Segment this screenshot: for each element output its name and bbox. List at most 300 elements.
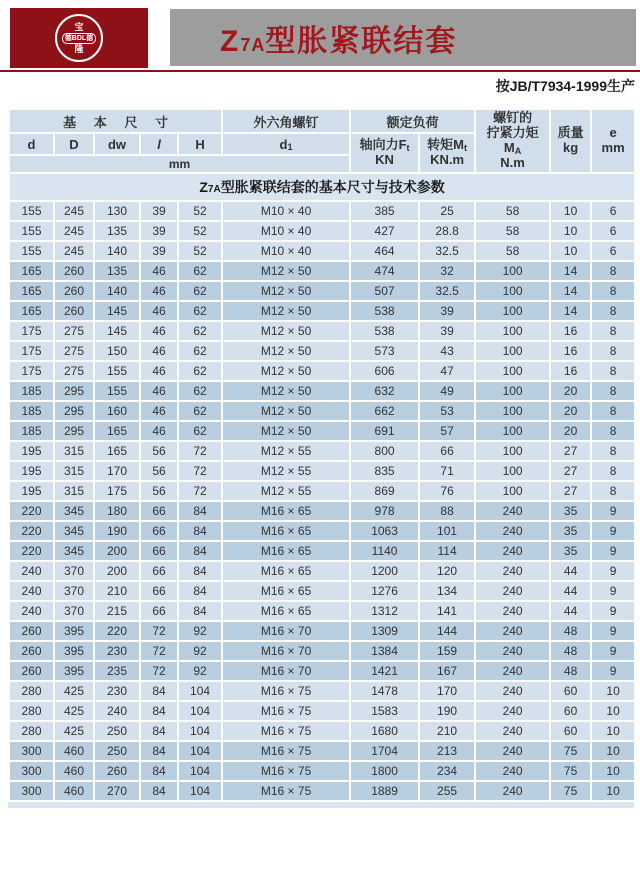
cell: 100 [475,321,550,341]
tightening-torque-line2: 拧紧力矩 [486,125,539,141]
cell: 155 [9,241,54,261]
spec-table [8,108,636,802]
table-row [9,561,635,581]
group-header-rated-load: 额定负荷 [350,109,475,133]
logo-bottom-character: 隆 [74,43,84,54]
cell: 10 [550,221,591,241]
cell: 47 [419,361,475,381]
cell: 275 [54,341,94,361]
cell: 48 [550,641,591,661]
axial-force-unit: KN [375,152,394,167]
cell: 56 [140,481,178,501]
table-row [9,321,635,341]
cell: 195 [9,441,54,461]
cell: 315 [54,481,94,501]
cell: 100 [475,381,550,401]
tightening-torque-line1: 螺钉的 [493,110,533,126]
cell: 220 [9,541,54,561]
cell: 474 [350,261,419,281]
cell: 10 [591,761,635,781]
cell: 62 [178,261,222,281]
cell: 141 [419,601,475,621]
cell: 46 [140,321,178,341]
cell: 104 [178,741,222,761]
cell: 46 [140,301,178,321]
cell: 84 [140,681,178,701]
cell: 62 [178,381,222,401]
cell: 1140 [350,541,419,561]
cell: 100 [475,461,550,481]
col-header-e [591,109,635,173]
table-title-prefix: Z [199,179,208,195]
table-row [9,261,635,281]
cell: 66 [140,521,178,541]
cell: 58 [475,201,550,221]
cell: M16 × 65 [222,581,350,601]
cell: M12 × 50 [222,261,350,281]
cell: 100 [475,301,550,321]
cell: M16 × 65 [222,561,350,581]
cell: 195 [9,481,54,501]
cell: 235 [94,661,140,681]
cell: 62 [178,281,222,301]
cell: 160 [94,401,140,421]
page-title [220,16,457,60]
cell: 62 [178,321,222,341]
cell: 175 [94,481,140,501]
cell: 300 [9,761,54,781]
cell: 75 [550,781,591,801]
cell: 295 [54,401,94,421]
cell: 260 [9,641,54,661]
cell: 370 [54,601,94,621]
cell: 978 [350,501,419,521]
cell: 66 [140,501,178,521]
table-row [9,661,635,681]
cell: 240 [475,521,550,541]
table-row [9,621,635,641]
cell: M12 × 50 [222,361,350,381]
cell: M12 × 50 [222,281,350,301]
cell: 8 [591,421,635,441]
cell: 240 [94,701,140,721]
cell: 46 [140,401,178,421]
cell: 58 [475,241,550,261]
cell: 800 [350,441,419,461]
cell: 39 [419,301,475,321]
cell: 62 [178,421,222,441]
cell: 75 [550,741,591,761]
page-title-suffix: 型胀紧联结套 [265,24,458,58]
cell: 25 [419,201,475,221]
cell: 210 [419,721,475,741]
cell: 88 [419,501,475,521]
cell: 52 [178,201,222,221]
table-row [9,501,635,521]
cell: M10 × 40 [222,201,350,221]
cell: 165 [94,441,140,461]
cell: 270 [94,781,140,801]
cell: 385 [350,201,419,221]
spec-table-container [8,108,634,808]
table-row [9,461,635,481]
cell: 100 [475,401,550,421]
cell: 260 [94,761,140,781]
cell: 16 [550,361,591,381]
cell: 6 [591,201,635,221]
cell: 190 [94,521,140,541]
cell: M16 × 75 [222,741,350,761]
cell: 240 [475,581,550,601]
cell: 240 [475,721,550,741]
table-row [9,401,635,421]
cell: 425 [54,701,94,721]
cell: 245 [54,221,94,241]
cell: 1478 [350,681,419,701]
cell: 39 [140,221,178,241]
cell: 100 [475,361,550,381]
cell: 1421 [350,661,419,681]
cell: 100 [475,281,550,301]
table-row [9,281,635,301]
cell: 240 [475,621,550,641]
cell: 66 [140,561,178,581]
cell: 200 [94,541,140,561]
cell: 9 [591,581,635,601]
cell: 135 [94,221,140,241]
table-row [9,381,635,401]
cell: 10 [550,241,591,261]
cell: 8 [591,461,635,481]
cell: 175 [9,321,54,341]
cell: 190 [419,701,475,721]
cell: 39 [140,241,178,261]
cell: 315 [54,441,94,461]
col-header-dw: dw [94,133,140,155]
group-header-hex-screw: 外六角螺钉 [222,109,350,133]
page-title-model-sub: 7A [240,34,266,55]
cell: 46 [140,281,178,301]
e-label: e [609,125,617,141]
cell: M16 × 70 [222,661,350,681]
cell: 46 [140,381,178,401]
mass-unit: kg [562,140,579,155]
group-header-basic-dimensions: 基 本 尺 寸 [9,109,222,133]
cell: 1063 [350,521,419,541]
cell: 185 [9,401,54,421]
cell: 9 [591,521,635,541]
cell: 280 [9,701,54,721]
cell: 66 [140,541,178,561]
cell: 27 [550,481,591,501]
table-row [9,301,635,321]
col-header-l: l [140,133,178,155]
cell: 538 [350,321,419,341]
cell: 20 [550,401,591,421]
cell: 56 [140,461,178,481]
cell: 175 [9,361,54,381]
cell: 150 [94,341,140,361]
table-title [9,173,635,201]
cell: 370 [54,561,94,581]
cell: 10 [591,681,635,701]
cell: 84 [178,601,222,621]
cell: 92 [178,621,222,641]
cell: M16 × 75 [222,681,350,701]
cell: 100 [475,441,550,461]
cell: 48 [550,621,591,641]
cell: 1384 [350,641,419,661]
table-row [9,521,635,541]
cell: 155 [9,221,54,241]
cell: 10 [591,781,635,801]
cell: 32 [419,261,475,281]
page-title-prefix: Z [220,24,241,58]
cell: M16 × 65 [222,521,350,541]
cell: 240 [475,641,550,661]
cell: 27 [550,441,591,461]
col-header-tightening-torque [475,109,550,173]
col-header-torque [419,133,475,173]
cell: 84 [178,501,222,521]
cell: 155 [94,381,140,401]
cell: 10 [591,701,635,721]
cell: 170 [419,681,475,701]
cell: 20 [550,381,591,401]
cell: 43 [419,341,475,361]
cell: 62 [178,361,222,381]
cell: 427 [350,221,419,241]
cell: 6 [591,221,635,241]
cell: 460 [54,781,94,801]
cell: 27 [550,461,591,481]
table-title-suffix: 型胀紧联结套的基本尺寸与技术参数 [220,179,445,195]
cell: 245 [54,201,94,221]
cell: 1889 [350,781,419,801]
cell: 104 [178,721,222,741]
cell: M16 × 65 [222,541,350,561]
cell: 9 [591,641,635,661]
cell: 395 [54,641,94,661]
cell: 245 [54,241,94,261]
cell: 104 [178,701,222,721]
cell: 8 [591,381,635,401]
cell: 240 [475,761,550,781]
cell: 185 [9,381,54,401]
cell: 9 [591,601,635,621]
table-body [9,201,635,801]
cell: 345 [54,501,94,521]
cell: 28.8 [419,221,475,241]
cell: 230 [94,681,140,701]
cell: 84 [178,581,222,601]
cell: 72 [140,641,178,661]
table-row [9,481,635,501]
table-row [9,781,635,801]
cell: M12 × 50 [222,321,350,341]
cell: 9 [591,661,635,681]
cell: 260 [54,301,94,321]
cell: 167 [419,661,475,681]
cell: 44 [550,561,591,581]
table-title-row [9,173,635,201]
cell: 130 [94,201,140,221]
cell: 220 [9,501,54,521]
table-title-model-sub: 7A [207,184,221,195]
table-row [9,581,635,601]
e-unit: mm [601,140,625,155]
cell: 260 [9,621,54,641]
cell: 104 [178,781,222,801]
cell: 632 [350,381,419,401]
cell: 250 [94,741,140,761]
tightening-torque-unit: N.m [500,154,525,170]
cell: 215 [94,601,140,621]
col-header-d1: $d_1$ [222,133,350,155]
cell: 72 [140,661,178,681]
cell: M16 × 75 [222,761,350,781]
cell: 165 [9,261,54,281]
table-row [9,761,635,781]
cell: 159 [419,641,475,661]
cell: 120 [419,561,475,581]
cell: 58 [475,221,550,241]
cell: 234 [419,761,475,781]
cell: 240 [475,541,550,561]
cell: 35 [550,501,591,521]
cell: 46 [140,341,178,361]
table-row [9,541,635,561]
cell: 300 [9,781,54,801]
cell: 280 [9,681,54,701]
cell: 72 [178,481,222,501]
cell: M12 × 50 [222,381,350,401]
cell: 48 [550,661,591,681]
table-row [9,741,635,761]
cell: 16 [550,321,591,341]
cell: 145 [94,321,140,341]
cell: 49 [419,381,475,401]
cell: 35 [550,521,591,541]
cell: 135 [94,261,140,281]
col-header-d: d [9,133,54,155]
cell: 9 [591,541,635,561]
cell: 8 [591,301,635,321]
cell: 72 [178,441,222,461]
cell: 280 [9,721,54,741]
cell: 8 [591,341,635,361]
cell: 10 [591,721,635,741]
cell: 44 [550,581,591,601]
cell: 662 [350,401,419,421]
cell: M12 × 50 [222,401,350,421]
cell: 46 [140,421,178,441]
cell: 165 [9,301,54,321]
cell: 240 [9,601,54,621]
cell: 39 [140,201,178,221]
cell: 250 [94,721,140,741]
cell: 100 [475,261,550,281]
cell: 53 [419,401,475,421]
cell: 275 [54,321,94,341]
cell: 60 [550,721,591,741]
cell: 370 [54,581,94,601]
cell: M12 × 55 [222,441,350,461]
cell: 44 [550,601,591,621]
cell: 395 [54,621,94,641]
cell: 84 [178,541,222,561]
cell: 538 [350,301,419,321]
cell: 60 [550,681,591,701]
cell: 14 [550,301,591,321]
cell: 84 [140,761,178,781]
cell: 1309 [350,621,419,641]
cell: 240 [475,561,550,581]
cell: M12 × 50 [222,341,350,361]
cell: 1583 [350,701,419,721]
cell: 175 [9,341,54,361]
cell: 56 [140,441,178,461]
cell: 100 [475,341,550,361]
cell: 104 [178,761,222,781]
cell: 134 [419,581,475,601]
cell: 8 [591,481,635,501]
cell: 52 [178,241,222,261]
title-bar [170,9,636,66]
cell: 425 [54,681,94,701]
cell: 260 [9,661,54,681]
cell: 60 [550,701,591,721]
cell: 1312 [350,601,419,621]
cell: 230 [94,641,140,661]
cell: 32.5 [419,281,475,301]
cell: M10 × 40 [222,241,350,261]
cell: 100 [475,481,550,501]
cell: 606 [350,361,419,381]
logo-circle-icon [55,14,103,62]
cell: 72 [178,461,222,481]
cell: 275 [54,361,94,381]
cell: 425 [54,721,94,741]
mass-label: 质量 [557,125,584,141]
unit-mm: mm [9,155,350,173]
cell: 835 [350,461,419,481]
cell: 240 [9,581,54,601]
cell: 35 [550,541,591,561]
cell: 464 [350,241,419,261]
cell: 165 [94,421,140,441]
cell: 240 [475,501,550,521]
table-row [9,601,635,621]
cell: 66 [140,581,178,601]
cell: 240 [475,701,550,721]
cell: 213 [419,741,475,761]
cell: 255 [419,781,475,801]
cell: M16 × 75 [222,721,350,741]
cell: 240 [9,561,54,581]
cell: 92 [178,641,222,661]
cell: 114 [419,541,475,561]
table-row [9,361,635,381]
cell: 295 [54,421,94,441]
cell: 66 [140,601,178,621]
cell: 6 [591,241,635,261]
cell: 240 [475,601,550,621]
cell: 260 [54,281,94,301]
cell: 84 [140,741,178,761]
cell: 84 [178,521,222,541]
cell: 32.5 [419,241,475,261]
